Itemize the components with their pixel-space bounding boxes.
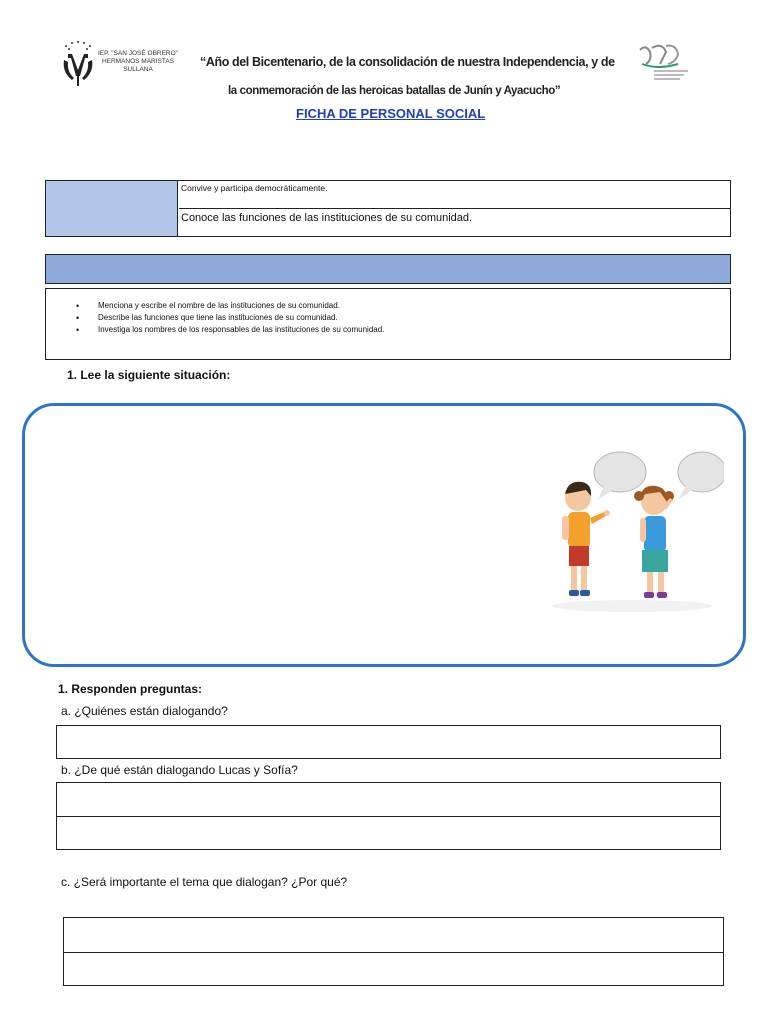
school-crest-icon (58, 40, 98, 90)
answer-field-c[interactable] (63, 917, 724, 986)
section-heading-questions: 1. Responden preguntas: (58, 682, 203, 696)
question-c: c. ¿Será importante el tema que dialogan? ¿Por qué? (61, 875, 348, 889)
document-title: FICHA DE PERSONAL SOCIAL (296, 106, 486, 121)
competence-table (45, 180, 731, 237)
answer-line-divider (57, 816, 720, 817)
question-a: a. ¿Quiénes están dialogando? (61, 704, 228, 718)
criteria-item: • Describe las funciones que tiene las instituciones de su comunidad. (76, 312, 730, 324)
institution-logo-icon (632, 42, 692, 86)
motto-line-1: “Año del Bicentenario, de la consolidación de nuestra Independencia, y de (200, 55, 615, 69)
kids-dialogue-illustration (552, 446, 724, 616)
section-heading-read: 1. Lee la siguiente situación: (67, 368, 231, 382)
motto-line-2: la conmemoración de las heroicas batallas de Junín y Ayacucho” (228, 85, 561, 97)
competence-row: Convive y participa democráticamente. (179, 181, 730, 209)
children-talking-icon (552, 446, 724, 616)
criteria-item: • Menciona y escribe el nombre de las instituciones de su comunidad. (76, 300, 730, 312)
school-name: IEP. "SAN JOSÉ OBRERO" HERMANOS MARISTAS SULLANA (98, 50, 178, 73)
question-b: b. ¿De qué están dialogando Lucas y Sofía? (61, 763, 298, 777)
criteria-box (45, 288, 731, 360)
competence-label-cell (46, 181, 178, 236)
criteria-header-bar (45, 254, 731, 284)
criteria-item: • Investiga los nombres de los responsables de las instituciones de su comunidad. (76, 324, 730, 336)
answer-line-divider (64, 952, 723, 953)
answer-field-a[interactable] (56, 725, 721, 759)
answer-field-b[interactable] (56, 782, 721, 850)
school-logo (58, 38, 188, 88)
institution-logo (632, 42, 692, 86)
capacity-row: Conoce las funciones de las instituciones de su comunidad. (181, 212, 473, 224)
